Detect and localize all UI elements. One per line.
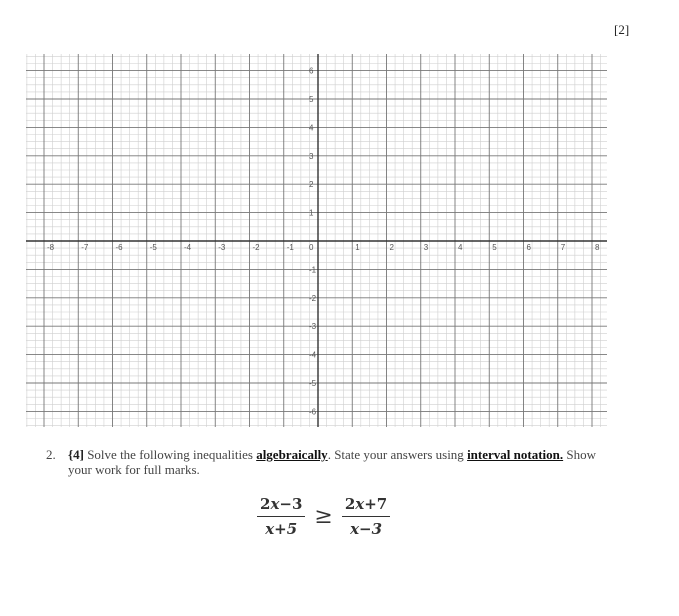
- x-tick-label: -6: [115, 243, 123, 252]
- y-tick-label: -4: [309, 350, 317, 360]
- x-tick-label: -1: [286, 243, 294, 252]
- x-tick-label: -3: [218, 243, 226, 252]
- right-numerator: 2x+7: [344, 495, 388, 513]
- x-tick-label: 3: [423, 243, 429, 252]
- x-tick-label: -2: [252, 243, 260, 252]
- question-marks: [2]: [614, 22, 630, 37]
- axes: [26, 54, 607, 427]
- keyword-algebraically: algebraically: [256, 447, 328, 462]
- question-text-before: Solve the following inequalities: [87, 447, 253, 462]
- question-2: [46, 447, 636, 477]
- x-tick-label: -7: [81, 243, 89, 252]
- relation-symbol: ≥: [314, 504, 333, 529]
- origin-label: 0: [309, 243, 314, 252]
- x-tick-label: -8: [47, 243, 55, 252]
- question-points: {4]: [68, 447, 84, 462]
- y-tick-label: 4: [309, 123, 314, 133]
- y-tick-label: 6: [309, 66, 314, 76]
- y-tick-label: -3: [309, 322, 317, 332]
- question-text-cont: your work for full marks.: [68, 462, 200, 477]
- y-tick-label: 3: [309, 151, 314, 161]
- right-denominator: x−3: [342, 516, 390, 538]
- y-tick-label: -5: [309, 379, 317, 388]
- right-fraction: [341, 495, 391, 538]
- question-number: 2.: [46, 447, 56, 462]
- left-fraction: [256, 495, 306, 538]
- x-tick-label: -4: [184, 243, 192, 252]
- y-tick-label: 5: [309, 95, 314, 104]
- x-tick-label: 4: [458, 243, 463, 252]
- y-tick-label: -2: [309, 293, 317, 303]
- y-tick-label: 2: [309, 180, 314, 190]
- question-text-middle: . State your answers using: [327, 447, 464, 462]
- y-tick-label: -6: [309, 407, 317, 417]
- x-tick-label: 7: [560, 243, 566, 252]
- inequality-expression: [256, 495, 391, 538]
- left-numerator: 2x−3: [260, 495, 303, 513]
- x-tick-label: 8: [595, 243, 600, 252]
- x-tick-label: 5: [492, 243, 497, 252]
- x-tick-label: 2: [389, 243, 394, 252]
- x-tick-label: -5: [149, 243, 157, 252]
- x-tick-label: 1: [355, 243, 360, 252]
- y-tick-label: -1: [309, 265, 317, 275]
- y-tick-label: 1: [309, 208, 314, 218]
- left-denominator: x+5: [257, 516, 305, 538]
- keyword-interval-notation: interval notation.: [467, 447, 564, 462]
- question-text-after: Show: [566, 447, 596, 462]
- x-tick-label: 6: [526, 243, 531, 252]
